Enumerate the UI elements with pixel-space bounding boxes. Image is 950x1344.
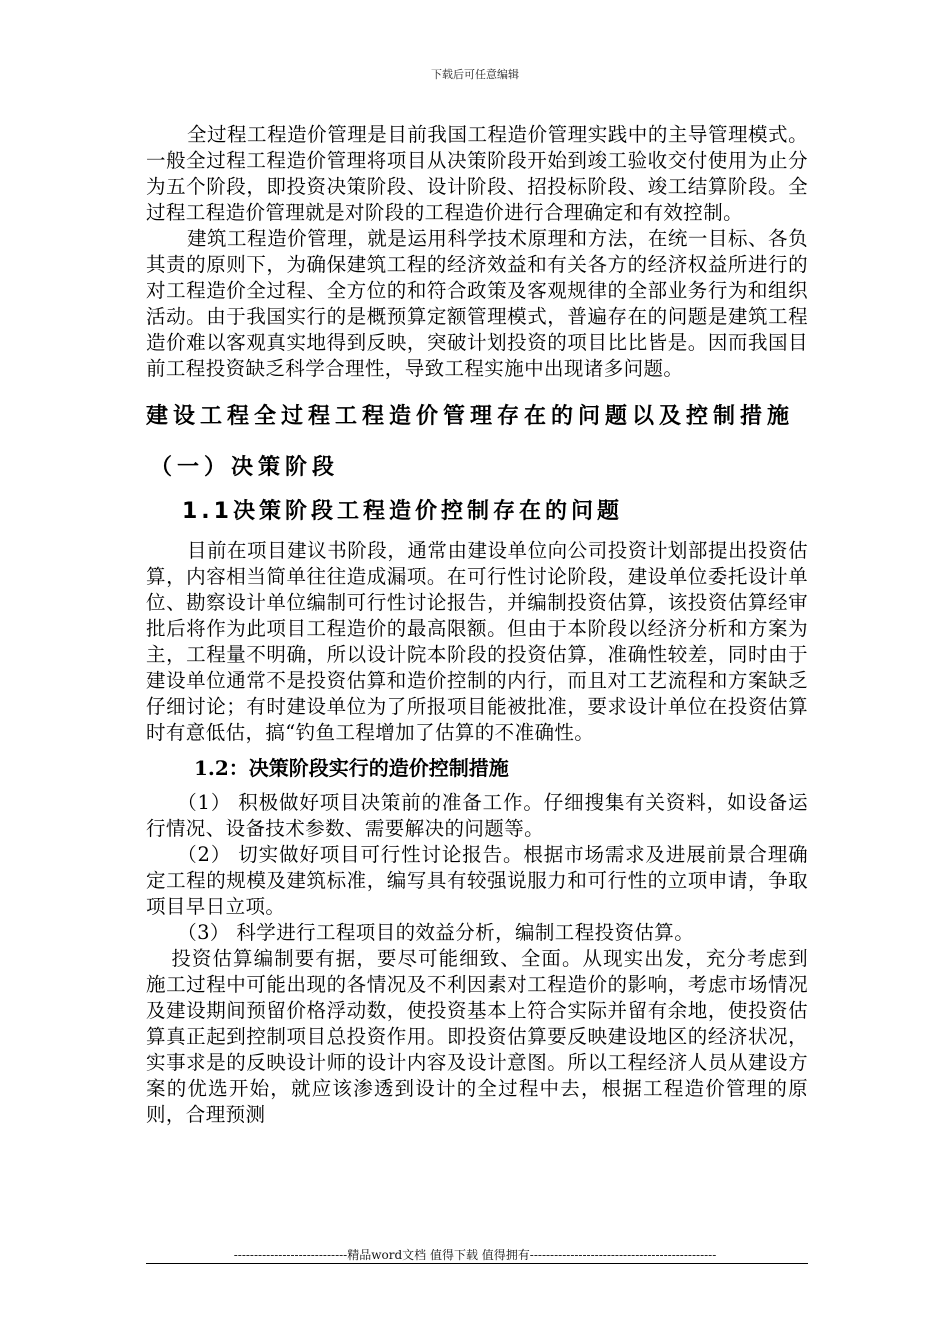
measure-item-2: （2） 切实做好项目可行性讨论报告。根据市场需求及进展前景合理确定工程的规模及建筑标准，编写具有较强说服力和可行性的立项申请，争取项目早日立项。 xyxy=(146,843,808,918)
page-footer-note: ----------------------------精品word文档 值得下载 值得拥有---------------------------------------------- xyxy=(233,1248,717,1262)
subheading-1-1: 1.1决策阶段工程造价控制存在的问题 xyxy=(182,499,623,524)
footer-divider xyxy=(146,1263,808,1264)
section-heading-decision-stage: （一）决策阶段 xyxy=(150,455,340,480)
decision-stage-paragraph: 目前在项目建议书阶段，通常由建设单位向公司投资计划部提出投资估算，内容相当简单往往造成漏项。在可行性讨论阶段，建设单位委托设计单位、勘察设计单位编制可行性讨论报告，并编制投资估算，该投资估算经审批后将作为此项目工程造价的最高限额。但由于本阶段以经济分析和方案为主，工程量不明确，所以设计院本阶段的投资估算，准确性较差，同时由于建设单位通常不是投资估算和造价控制的内行，而且对工艺流程和方案缺乏仔细讨论；有时建设单位为了所报项目能被批准，要求设计单位在投资估算时有意低估，搞“钓鱼工程增加了估算的不准确性。 xyxy=(146,539,808,744)
document-body xyxy=(146,122,808,1128)
intro-paragraph-1: 全过程工程造价管理是目前我国工程造价管理实践中的主导管理模式。一般全过程工程造价管理将项目从决策阶段开始到竣工验收交付使用为止分为五个阶段，即投资决策阶段、设计阶段、招投标阶段、竣工结算阶段。全过程工程造价管理就是对阶段的工程造价进行合理确定和有效控制。 xyxy=(146,123,808,224)
estimate-paragraph: 投资估算编制要有据，要尽可能细致、全面。从现实出发，充分考虑到施工过程中可能出现的各情况及不利因素对工程造价的影响，考虑市场情况及建设期间预留价格浮动数，使投资基本上符合实际并留有余地，使投资估算真正起到控制项目总投资作用。即投资估算要反映建设地区的经济状况，实事求是的反映设计师的设计内容及设计意图。所以工程经济人员从建设方案的优选开始，就应该渗透到设计的全过程中去，根据工程造价管理的原则，合理预测 xyxy=(146,947,808,1126)
intro-paragraph-2: 建筑工程造价管理，就是运用科学技术原理和方法，在统一目标、各负其责的原则下，为确保建筑工程的经济效益和有关各方的经济权益所进行的对工程造价全过程、全方位的和符合政策及客观规律的全部业务行为和组织活动。由于我国实行的是概预算定额管理模式，普遍存在的问题是建筑工程造价难以客观真实地得到反映，突破计划投资的项目比比皆是。因而我国目前工程投资缺乏科学合理性，导致工程实施中出现诸多问题。 xyxy=(146,227,808,380)
page-header-note: 下载后可任意编辑 xyxy=(431,68,519,81)
subheading-1-2: 1.2：决策阶段实行的造价控制措施 xyxy=(194,756,509,780)
measure-item-1: （1） 积极做好项目决策前的准备工作。仔细搜集有关资料，如设备运行情况、设备技术参数、需要解决的问题等。 xyxy=(146,791,808,840)
measure-item-3: （3） 科学进行工程项目的效益分析，编制工程投资估算。 xyxy=(177,921,695,944)
main-heading: 建设工程全过程工程造价管理存在的问题以及控制措施 xyxy=(146,404,795,429)
